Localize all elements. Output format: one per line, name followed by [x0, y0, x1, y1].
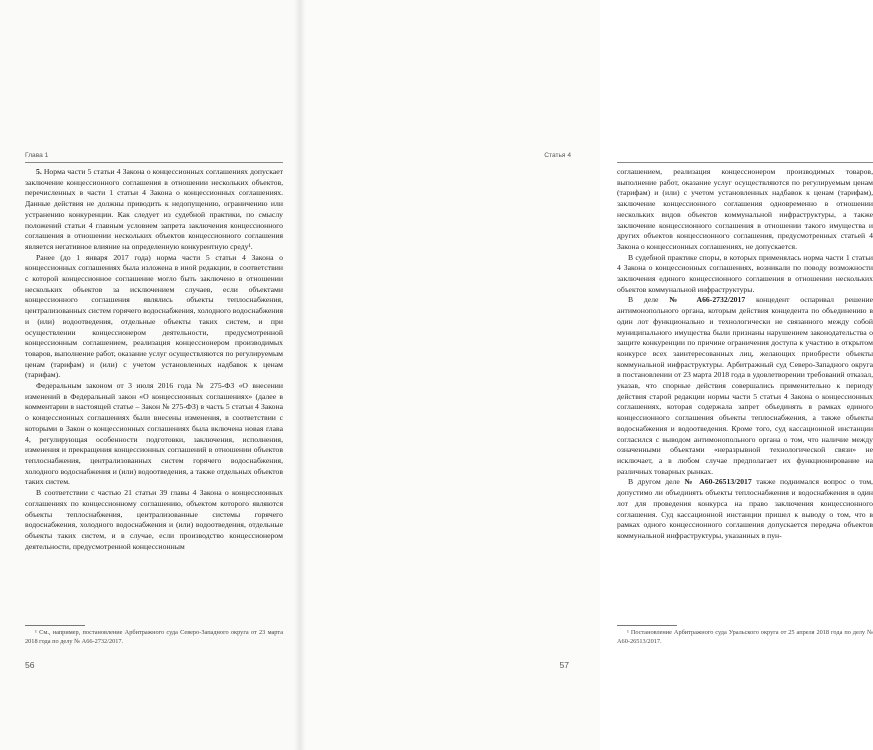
paragraph: соглашением, реализация концессионером производимых товаров, выполнение работ, оказание услуг осуществляются по регулируемым ценам (тарифам) и (или) с учетом установленных надбавок к ценам (тарифам), заключение концессионного соглашения одновременно в отношении нескольких видов объектов коммунальной инфраструктуры, а также заключение концессионного соглашения в отношении такого имущества и других объектов концессионного соглашения, предусмотренных статьей 4 Закона о концессионных соглашениях, не допускается.: [617, 167, 873, 251]
right-page: [300, 0, 873, 750]
footnote: ¹ См., например, постановление Арбитражного суда Северо-Западного округа от 23 марта 2018 года по делу № А66-2732/2017.: [25, 629, 283, 645]
page-body: [617, 167, 873, 542]
footnote: ¹ Постановление Арбитражного суда Уральского округа от 25 апреля 2018 года по делу № А60-26513/2017.: [617, 629, 873, 645]
paragraph: В другом деле № А60-26513/2017 также поднимался вопрос о том, допустимо ли объединять объекты теплоснабжения и водоснабжения в один лот для проведения конкурса на право заключения концессионного соглашения. Суд кассационной инстанции пришел к выводу о том, что в рамках одного концессионного соглашения допускается передача объектов коммунальной инфраструктуры, указанных в пун-: [617, 477, 873, 540]
paragraph: 5. Норма части 5 статьи 4 Закона о концессионных соглашениях допускает заключение концессионного соглашения в отношении нескольких объектов, перечисленных в части 1 статьи 4 Закона о концессионных соглашениях. Данные действия не должны приводить к недопущению, ограничению или устранению конкуренции. Как следует из судебной практики, по смыслу положений статьи 4 главным условием запрета заключения концессионного соглашения в отношении нескольких объектов концессионного соглашения является негативное влияние на определенную конкурентную среду¹.: [25, 167, 283, 251]
page-body: [25, 167, 283, 552]
case-number: № А60-26513/2017: [684, 477, 752, 487]
header-rule: [25, 162, 283, 163]
running-head: Статья 4: [544, 152, 571, 159]
book-gutter: [294, 0, 306, 750]
footnote-rule: [617, 625, 677, 626]
running-head: Глава 1: [25, 152, 49, 159]
left-page: [0, 0, 300, 750]
item-number: 5.: [36, 167, 42, 176]
paragraph: Федеральным законом от 3 июля 2016 года № 275-ФЗ «О внесении изменений в Федеральный закон «О концессионных соглашениях» (далее в комментарии в настоящей статье – Закон № 275-ФЗ) в часть 5 статьи 4 Закона о концессионных соглашениях были внесены изменения, в соответствии с которыми в Закон о концессионных соглашениях была включена новая глава 4, регулирующая особенности подготовки, заключения, исполнения, изменения и прекращения концессионных соглашений в отношении объектов теплоснабжения, централизованных систем горячего водоснабжения, холодного водоснабжения и (или) водоотведения, а также отдельных объектов таких систем.: [25, 381, 283, 487]
page-number: 57: [559, 660, 569, 670]
paragraph: В деле № А66-2732/2017 концедент оспаривал решение антимонопольного органа, которым действия концедента по объединению в один лот функционально и технологически не связанного между собой муниципального имущества были признаны нарушением законодательства о защите конкуренции по причине ограничения доступа к участию в открытом конкурсе всех заинтересованных лиц, желающих приобрести объекты коммунальной инфраструктуры. Арбитражный суд Северо-Западного округа в постановлении от 23 марта 2018 года в удовлетворении требований отказал, указав, что спорные действия совершались применительно к периоду действия старой редакции нормы части 5 статьи 4 Закона о концессионных соглашениях, которая содержала запрет объединять в рамках единого концессионного соглашения объекты теплоснабжения, а также объекты водоснабжения и водоотведения. Кроме того, суд кассационной инстанции согласился с выводом антимонопольного органа о том, что наличие между означенными объектами «неразрывной технологической связи» не исключает, а в любом случае предполагает их функционирование на различных товарных рынках.: [617, 295, 873, 476]
header-rule: [617, 162, 873, 163]
case-number: № А66-2732/2017: [669, 295, 746, 305]
paragraph: В судебной практике споры, в которых применялась норма части 1 статьи 4 Закона о концессионных соглашениях, возникали по поводу возможности заключения единого концессионного соглашения в отношении нескольких объектов коммунальной инфраструктуры.: [617, 252, 873, 294]
page-number: 56: [25, 660, 35, 670]
paragraph: В соответствии с частью 21 статьи 39 главы 4 Закона о концессионных соглашениях по концессионному соглашению, объектом которого являются объекты теплоснабжения, централизованные системы горячего водоснабжения, холодного водоснабжения и (или) водоотведения, отдельные объекты таких систем, и в случае, если производство концессионером деятельности, предусмотренной концессионным: [25, 488, 283, 551]
footnote-rule: [25, 625, 85, 626]
paragraph: Ранее (до 1 января 2017 года) норма части 5 статьи 4 Закона о концессионных соглашениях была изложена в иной редакции, в соответствии с которой концессионное соглашение могло быть заключено в отношении нескольких объектов за исключением случаев, если объектами концессионного соглашения являлись объекты теплоснабжения, централизованных систем горячего водоснабжения, холодного водоснабжения и (или) водоотведения, отдельные объекты таких систем, и при осуществлении концессионером деятельности, предусмотренной концессионным соглашением, реализация концессионером производимых товаров, выполнение работ, оказание услуг осуществляются по регулируемым ценам (тарифам) и (или) с учетом установленных надбавок к ценам (тарифам).: [25, 252, 283, 380]
